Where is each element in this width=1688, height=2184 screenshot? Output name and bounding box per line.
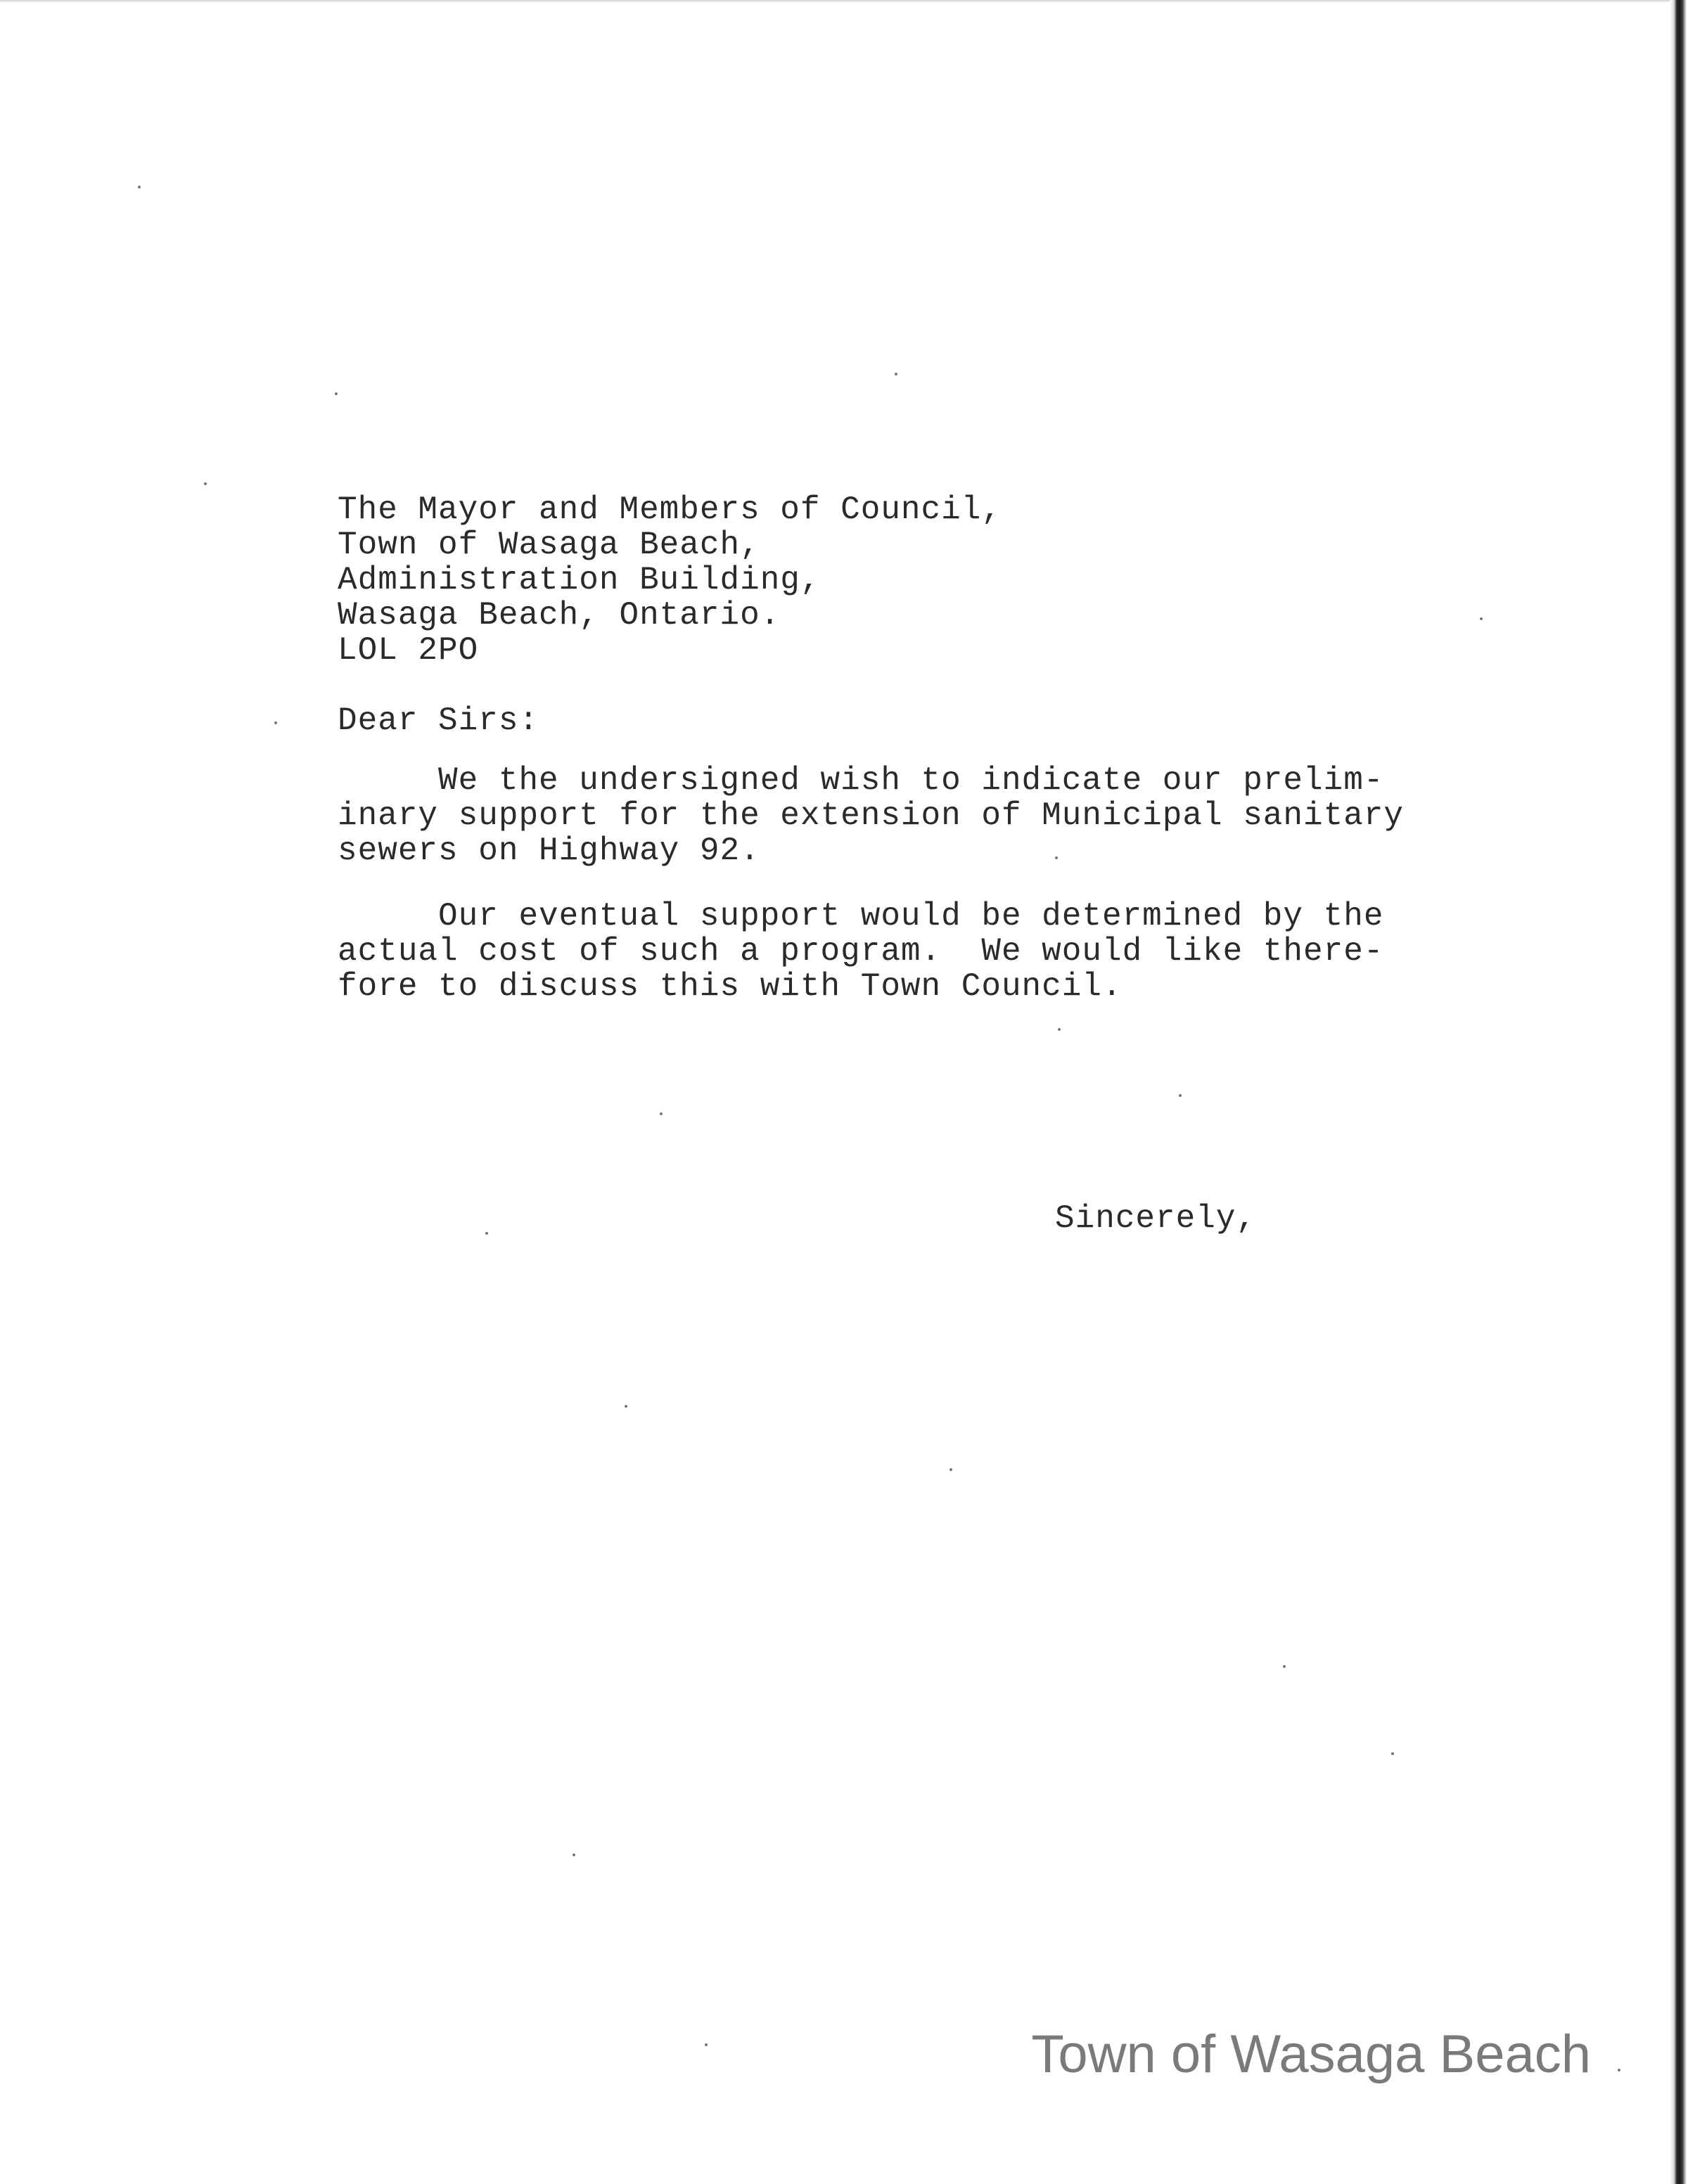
address-line: Administration Building, [338,562,821,598]
paragraph-line: Our eventual support would be determined by the [338,898,1384,934]
scan-speck [625,1405,627,1408]
scan-speck [660,1112,663,1115]
paragraph-1 [338,763,1404,868]
page-top-edge [0,0,1674,3]
page-right-edge [1670,0,1688,2184]
scan-speck [138,186,141,188]
scan-speck [1480,617,1483,620]
address-line: The Mayor and Members of Council, [338,492,1002,528]
scan-speck [1391,1752,1394,1755]
scan-speck [1058,1028,1061,1031]
paragraph-line: sewers on Highway 92. [338,833,760,869]
scan-speck [204,482,207,485]
paragraph-2 [338,899,1383,1004]
scan-speck [1055,856,1058,859]
scan-speck [485,1232,488,1235]
scan-speck [1283,1665,1286,1668]
scan-speck [950,1468,952,1471]
paragraph-line: We the undersigned wish to indicate our prelim- [338,762,1384,799]
salutation: Dear Sirs: [338,702,539,739]
scan-speck [1618,2069,1620,2071]
address-line: Town of Wasaga Beach, [338,527,760,563]
scan-speck [895,373,897,375]
scan-speck [1179,1094,1182,1097]
scan-speck [274,721,277,724]
watermark: Town of Wasaga Beach [1031,2024,1591,2084]
closing: Sincerely, [1055,1200,1257,1237]
paragraph-line: inary support for the extension of Municipal sanitary [338,797,1405,834]
recipient-address [338,492,1002,668]
paragraph-line: actual cost of such a program. We would like there- [338,933,1384,970]
scan-speck [573,1854,575,1856]
scan-speck [335,392,338,395]
paragraph-line: fore to discuss this with Town Council. [338,968,1123,1005]
scan-speck [705,2043,708,2046]
address-line: Wasaga Beach, Ontario. [338,597,781,634]
postal-code-line: LOL 2PO [338,632,479,669]
